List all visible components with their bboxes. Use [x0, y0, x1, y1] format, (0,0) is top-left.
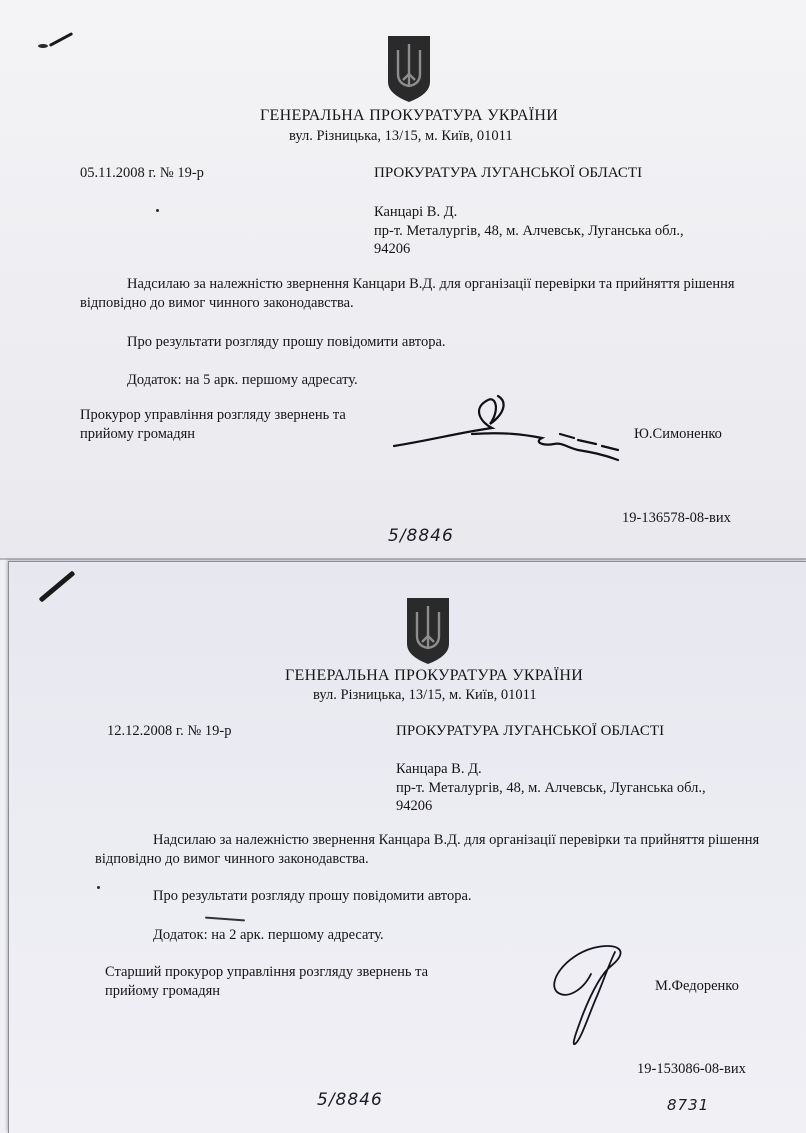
letter-sheet-1	[0, 0, 806, 560]
pen-mark	[205, 917, 245, 922]
recipient-office: ПРОКУРАТУРА ЛУГАНСЬКОЇ ОБЛАСТІ	[374, 165, 643, 181]
signature-2	[539, 934, 649, 1054]
org-address: вул. Різницька, 13/15, м. Київ, 01011	[313, 687, 537, 703]
org-title: ГЕНЕРАЛЬНА ПРОКУРАТУРА УКРАЇНИ	[285, 667, 584, 684]
handwritten-registration-number: 5/8846	[317, 1090, 383, 1110]
trident-emblem-icon	[386, 34, 432, 104]
signer-name: Ю.Симоненко	[634, 426, 722, 442]
addressee-name: Канцарі В. Д.	[374, 204, 458, 220]
pen-mark	[39, 570, 76, 602]
addressee-address: пр-т. Металургів, 48, м. Алчевськ, Луганська обл.,	[374, 223, 684, 239]
ink-speck	[156, 209, 159, 212]
date-reference: 05.11.2008 г. № 19-р	[80, 165, 204, 181]
handwritten-registration-number: 5/8846	[388, 526, 454, 546]
pen-mark	[49, 32, 73, 47]
recipient-office: ПРОКУРАТУРА ЛУГАНСЬКОЇ ОБЛАСТІ	[396, 723, 665, 739]
org-title: ГЕНЕРАЛЬНА ПРОКУРАТУРА УКРАЇНИ	[260, 107, 559, 124]
body-paragraph: Надсилаю за належністю звернення Канцари В.Д. для організації перевірки та прийняття рішення відповідно до вимог чинного законодавства.	[80, 276, 735, 311]
letter-sheet-2	[8, 561, 806, 1133]
org-address: вул. Різницька, 13/15, м. Київ, 01011	[289, 128, 513, 144]
body-paragraph: Надсилаю за належністю звернення Канцара В.Д. для організації перевірки та прийняття рішення відповідно до вимог чинного законодавства.	[95, 832, 760, 867]
signer-name: М.Федоренко	[655, 978, 739, 994]
outgoing-number: 19-136578-08-вих	[622, 510, 731, 526]
signature-1	[392, 388, 662, 468]
ink-speck	[97, 886, 100, 889]
body-paragraph: Про результати розгляду прошу повідомити автора.	[153, 888, 472, 904]
trident-emblem-icon	[405, 596, 451, 666]
ink-speck	[38, 44, 48, 48]
body-paragraph: Про результати розгляду прошу повідомити автора.	[127, 334, 446, 350]
outgoing-number: 19-153086-08-вих	[637, 1061, 746, 1077]
signer-title: Старший прокурор управління розгляду звернень та прийому громадян	[105, 964, 429, 999]
addressee-name: Канцара В. Д.	[396, 761, 482, 777]
addressee-postcode: 94206	[374, 241, 411, 257]
addressee-postcode: 94206	[396, 798, 433, 814]
attachment-note: Додаток: на 5 арк. першому адресату.	[127, 372, 358, 388]
signer-title: Прокурор управління розгляду звернень та прийому громадян	[80, 407, 346, 442]
addressee-address: пр-т. Металургів, 48, м. Алчевськ, Луганська обл.,	[396, 780, 706, 796]
attachment-note: Додаток: на 2 арк. першому адресату.	[153, 927, 384, 943]
date-reference: 12.12.2008 г. № 19-р	[107, 723, 232, 739]
handwritten-note-number: 8731	[667, 1096, 710, 1114]
